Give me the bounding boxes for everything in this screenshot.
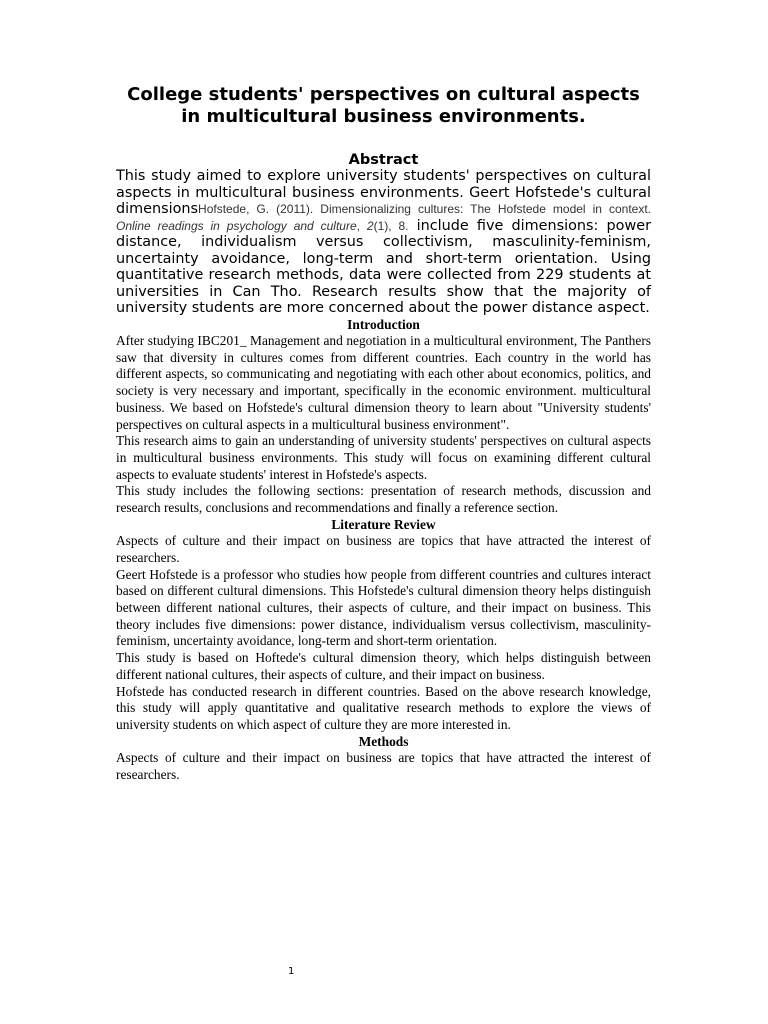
introduction-paragraph: This research aims to gain an understanding of university students' perspectives on cultural aspects in multicultural business environments. This study will focus on examining different cultural aspects to evaluate students' interest in Hofstede's aspects.: [116, 433, 651, 482]
citation-text: Hofstede, G. (2011). Dimensionalizing cultures: The Hofstede model in context.: [198, 202, 651, 216]
literature-review-heading: Literature Review: [331, 516, 436, 532]
abstract-heading: Abstract: [348, 152, 419, 168]
literature-review-paragraph: Geert Hofstede is a professor who studies how people from different countries and cultures interact based on different cultural dimensions. This Hofstede's cultural dimension theory helps distinguish between different national cultures, their aspects of culture, and their impact on business. This theory includes five dimensions: power distance, individualism versus collectivism, masculinity-feminism, uncertainty avoidance, long-term and short-term orientation.: [116, 566, 651, 649]
introduction-paragraph: After studying IBC201_ Management and negotiation in a multicultural environment, The Panthers saw that diversity in cultures comes from different countries. Each country in the world has different aspects, so communicating and negotiating with each other about economics, politics, and society is very necessary and important, specifically in the economic environment. multicultural business. We based on Hofstede's cultural dimension theory to learn about "University students' perspectives on cultural aspects in a multicultural business environment".: [116, 333, 651, 432]
citation-journal: Online readings in psychology and culture: [116, 218, 357, 233]
abstract-text-start: This study aimed to explore university students' perspectives on cultural aspects in multicultural business environments. Geert Hofstede's cultural dimensions: [116, 168, 651, 217]
page-number: 1: [288, 966, 295, 977]
citation-volume: 2: [366, 218, 374, 233]
citation-end: (1), 8.: [373, 218, 409, 233]
literature-review-paragraph: Aspects of culture and their impact on business are topics that have attracted the interest of researchers.: [116, 533, 651, 565]
methods-paragraph: Aspects of culture and their impact on business are topics that have attracted the interest of researchers.: [116, 750, 651, 782]
abstract-body: [116, 168, 651, 317]
abstract-text-end: include five dimensions: power distance, individualism versus collectivism, masculinity-feminism, uncertainty avoidance, long-term and short-term orientation. Using quantitative research methods, data were collected from 229 students at universities in Can Tho. Research results show that the majority of university students are more concerned about the power distance aspect.: [116, 217, 652, 316]
methods-heading: Methods: [358, 733, 409, 749]
literature-review-paragraph: Hofstede has conducted research in different countries. Based on the above research knowledge, this study will apply quantitative and qualitative research methods to explore the views of university students on which aspect of culture they are more interested in.: [116, 683, 651, 732]
document-title: College students' perspectives on cultural aspects in multicultural business environments.: [127, 84, 640, 127]
literature-review-paragraph: This study is based on Hoftede's cultural dimension theory, which helps distinguish between different national cultures, their aspects of culture, and their impact on business.: [116, 650, 651, 682]
introduction-heading: Introduction: [347, 316, 420, 332]
citation-separator: ,: [356, 218, 367, 233]
introduction-paragraph: This study includes the following sections: presentation of research methods, discussion and research results, conclusions and recommendations and finally a reference section.: [116, 483, 651, 516]
document-page: [116, 84, 651, 784]
